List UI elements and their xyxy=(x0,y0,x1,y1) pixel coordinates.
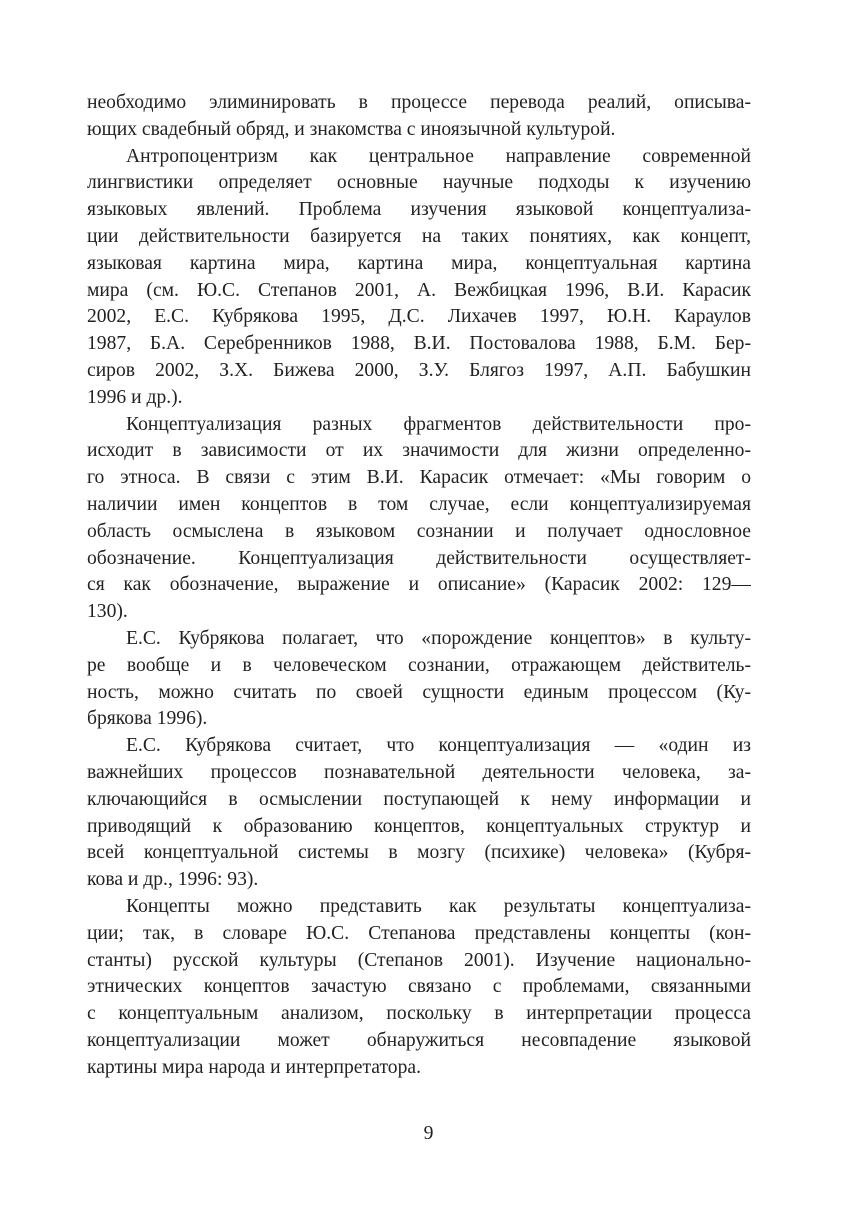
paragraph xyxy=(87,894,751,1082)
text-line: ся как обозначение, выражение и описание» (Карасик 2002: 129— xyxy=(87,574,751,596)
text-line: ность, можно считать по своей сущности единым процессом (Ку- xyxy=(87,681,751,703)
text-line: 1987, Б.А. Серебренников 1988, В.И. Постовалова 1988, Б.М. Бер- xyxy=(87,333,751,355)
text-line: приводящий к образованию концептов, концептуальных структур и xyxy=(87,815,751,837)
text-line: область осмыслена в языковом сознании и получает однословное xyxy=(87,520,751,542)
text-line: важнейших процессов познавательной деятельности человека, за- xyxy=(87,761,751,783)
text-line: обозначение. Концептуализация действительности осуществляет- xyxy=(87,547,751,569)
text-line: ющих свадебный обряд, и знакомства с иноязычной культурой. xyxy=(87,118,616,140)
page-body xyxy=(87,90,751,1081)
paragraph xyxy=(87,733,751,894)
text-line: концептуализации может обнаружиться несовпадение языковой xyxy=(87,1029,751,1051)
text-line: брякова 1996). xyxy=(87,708,208,730)
text-line: мира (см. Ю.С. Степанов 2001, А. Вежбицкая 1996, В.И. Карасик xyxy=(87,279,751,301)
text-line: языковая картина мира, картина мира, концептуальная картина xyxy=(87,252,751,274)
text-line: Антропоцентризм как центральное направление современной xyxy=(126,145,751,167)
text-line: всей концептуальной системы в мозгу (психике) человека» (Кубря- xyxy=(87,842,751,864)
text-line: кова и др., 1996: 93). xyxy=(87,869,259,891)
text-line: языковых явлений. Проблема изучения языковой концептуализа- xyxy=(87,199,751,221)
text-line: лингвистики определяет основные научные подходы к изучению xyxy=(87,172,751,194)
text-line: Е.С. Кубрякова полагает, что «порождение концептов» в культу- xyxy=(126,627,751,649)
text-line: с концептуальным анализом, поскольку в интерпретации процесса xyxy=(87,1003,751,1025)
text-line: станты) русской культуры (Степанов 2001). Изучение национально- xyxy=(87,949,751,971)
paragraph xyxy=(87,626,751,733)
text-line: ре вообще и в человеческом сознании, отражающем действитель- xyxy=(87,654,751,676)
text-line: 1996 и др.). xyxy=(87,386,183,408)
text-line: необходимо элиминировать в процессе перевода реалий, описыва- xyxy=(87,92,751,113)
text-line: го этноса. В связи с этим В.И. Карасик отмечает: «Мы говорим о xyxy=(87,467,751,489)
text-line: Концепты можно представить как результаты концептуализа- xyxy=(126,895,751,917)
text-line: Е.С. Кубрякова считает, что концептуализация — «один из xyxy=(126,735,751,757)
text-line: 130). xyxy=(87,601,128,623)
page-number: 9 xyxy=(423,1123,434,1144)
text-line: исходит в зависимости от их значимости для жизни определенно- xyxy=(87,440,751,462)
text-line: сиров 2002, З.Х. Бижева 2000, З.У. Блягоз 1997, А.П. Бабушкин xyxy=(87,359,751,381)
text-line: картины мира народа и интерпретатора. xyxy=(87,1056,421,1078)
text-line: ключающийся в осмыслении поступающей к нему информации и xyxy=(87,788,751,810)
paragraph xyxy=(87,90,751,144)
text-line: ции действительности базируется на таких понятиях, как концепт, xyxy=(87,225,751,247)
text-line: ции; так, в словаре Ю.С. Степанова представлены концепты (кон- xyxy=(87,922,751,944)
text-line: 2002, Е.С. Кубрякова 1995, Д.С. Лихачев 1997, Ю.Н. Караулов xyxy=(87,306,751,328)
paragraph xyxy=(87,412,751,626)
text-line: наличии имен концептов в том случае, если концептуализируемая xyxy=(87,493,751,515)
text-line: Концептуализация разных фрагментов действительности про- xyxy=(126,413,751,435)
paragraph xyxy=(87,144,751,412)
text-line: этнических концептов зачастую связано с проблемами, связанными xyxy=(87,976,751,998)
